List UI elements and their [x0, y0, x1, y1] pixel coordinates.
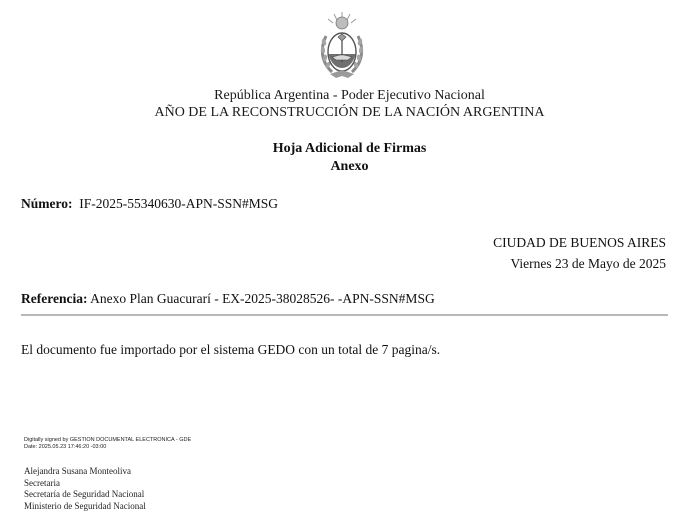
- signer-block: [24, 466, 146, 512]
- numero-value: IF-2025-55340630-APN-SSN#MSG: [79, 196, 279, 211]
- referencia-row: [21, 291, 435, 307]
- header-republic: República Argentina - Poder Ejecutivo Nacional: [214, 88, 485, 103]
- digital-signature-stamp: [24, 437, 191, 450]
- signer-office: Secretaría de Seguridad Nacional: [24, 489, 145, 499]
- numero-row: [21, 196, 278, 212]
- body-text: El documento fue importado por el sistema GEDO con un total de 7 pagina/s.: [21, 342, 441, 357]
- numero-label: Número:: [21, 196, 73, 211]
- header-year-motto: AÑO DE LA RECONSTRUCCIÓN DE LA NACIÓN ARGENTINA: [154, 105, 545, 120]
- digital-signature-line: Digitally signed by GESTION DOCUMENTAL ELECTRONICA - GDE: [24, 437, 192, 443]
- date: Viernes 23 de Mayo de 2025: [510, 256, 666, 271]
- city: CIUDAD DE BUENOS AIRES: [493, 235, 666, 250]
- document-title: Hoja Adicional de Firmas: [272, 141, 427, 156]
- referencia-value: Anexo Plan Guacurarí - EX-2025-38028526- -APN-SSN#MSG: [90, 291, 435, 306]
- divider: [21, 314, 668, 316]
- referencia-label: Referencia:: [21, 291, 88, 306]
- signer-name: Alejandra Susana Monteoliva: [24, 466, 131, 476]
- signer-ministry: Ministerio de Seguridad Nacional: [24, 500, 146, 511]
- coat-of-arms-icon: [318, 10, 366, 84]
- digital-signature-date: Date: 2025.05.23 17:46:20 -03:00: [24, 443, 107, 450]
- document-subtitle: Anexo: [330, 159, 369, 174]
- signer-role: Secretaria: [24, 477, 60, 488]
